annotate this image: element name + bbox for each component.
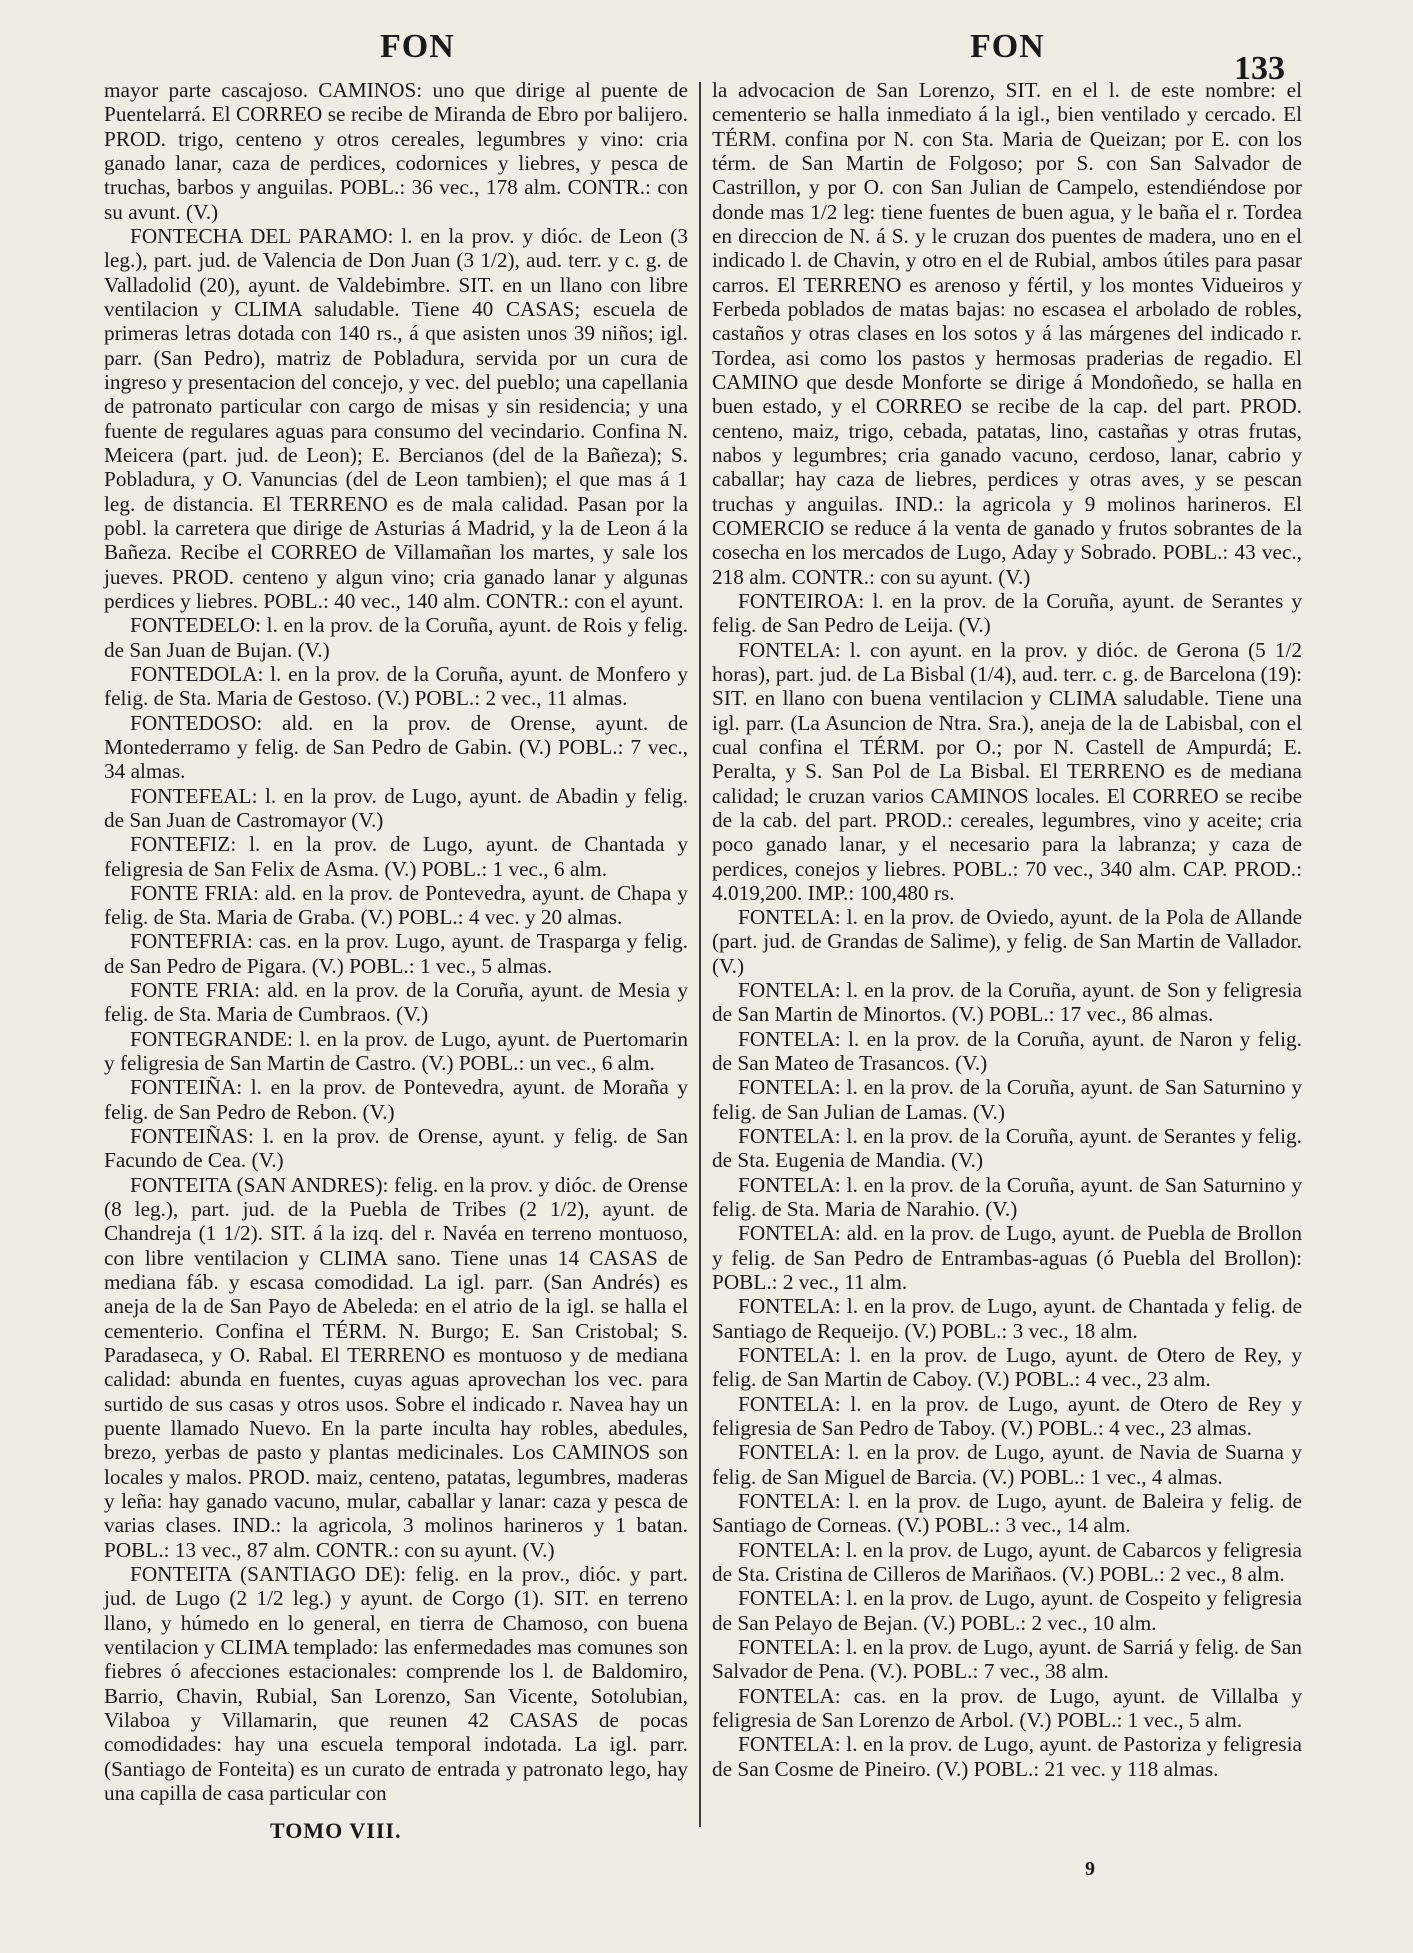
- dictionary-entry: FONTELA: l. en la prov. de Lugo, ayunt. de Cospeito y feligresia de San Pelayo de Bejan. (V.) POBL.: 2 vec., 10 alm.: [712, 1586, 1302, 1635]
- dictionary-entry: FONTEFRIA: cas. en la prov. Lugo, ayunt. de Trasparga y felig. de San Pedro de Pigara. (V.) POBL.: 1 vec., 5 almas.: [104, 929, 688, 978]
- dictionary-entry: FONTELA: l. en la prov. de Lugo, ayunt. de Cabarcos y feligresia de Sta. Cristina de Cilleros de Mariñaos. (V.) POBL.: 2 vec., 8 alm.: [712, 1537, 1302, 1587]
- running-head-left: FON: [380, 28, 455, 65]
- dictionary-entry: FONTELA: l. en la prov. de Lugo, ayunt. de Navia de Suarna y felig. de San Miguel de Barcia. (V.) POBL.: 1 vec., 4 almas.: [712, 1440, 1302, 1489]
- dictionary-entry: FONTELA: ald. en la prov. de Lugo, ayunt. de Puebla de Brollon y felig. de San Pedro de Entrambas-aguas (ó Puebla del Brollon): POBL.: 2 vec., 11 alm.: [712, 1221, 1302, 1295]
- dictionary-entry: FONTE FRIA: ald. en la prov. de la Coruña, ayunt. de Mesia y felig. de Sta. Maria de Cumbraos. (V.): [104, 978, 688, 1027]
- dictionary-entry: FONTELA: l. en la prov. de Oviedo, ayunt. de la Pola de Allande (part. jud. de Grandas de Salime), y felig. de San Martin de Vallador. (V.): [712, 905, 1302, 978]
- dictionary-entry: FONTEITA (SANTIAGO DE): felig. en la prov., dióc. y part. jud. de Lugo (2 1/2 leg.) y ayunt. de Corgo (1). SIT. en terreno llano, y húmedo en lo general, en tierra de Chamoso, con buena ventilacion y CLIMA templado: las enfermedades mas comunes son fiebres ó afecciones estacionales: comprende los l. de Baldomiro, Barrio, Chavin, Rubial, San Lorenzo, San Vicente, Sotolubian, Vilaboa y Villamarin, que reunen 42 CASAS de pocas comodidades: hay una escuela temporal indotada. La igl. parr. (Santiago de Fonteita) es un curato de entrada y patronato lego, hay una capilla de casa particular con: [104, 1562, 688, 1805]
- dictionary-entry: FONTELA: l. en la prov. de Lugo, ayunt. de Otero de Rey y feligresia de San Pedro de Taboy. (V.) POBL.: 4 vec., 23 almas.: [712, 1391, 1302, 1441]
- volume-label: TOMO VIII.: [270, 1818, 402, 1843]
- dictionary-entry: FONTEIÑAS: l. en la prov. de Orense, ayunt. y felig. de San Facundo de Cea. (V.): [104, 1124, 688, 1173]
- dictionary-entry: FONTELA: l. en la prov. de la Coruña, ayunt. de Naron y felig. de San Mateo de Trasancos. (V.): [712, 1026, 1302, 1076]
- page-number: 133: [1234, 50, 1285, 87]
- column-divider: [699, 82, 701, 1827]
- dictionary-entry: FONTEIÑA: l. en la prov. de Pontevedra, ayunt. de Moraña y felig. de San Pedro de Rebon. (V.): [104, 1075, 688, 1124]
- dictionary-entry: FONTELA: l. en la prov. de Lugo, ayunt. de Pastoriza y feligresia de San Cosme de Pineiro. (V.) POBL.: 21 vec. y 118 almas.: [712, 1732, 1302, 1781]
- dictionary-entry: FONTELA: l. en la prov. de la Coruña, ayunt. de Son y feligresia de San Martin de Minortos. (V.) POBL.: 17 vec., 86 almas.: [712, 978, 1302, 1027]
- left-column: [104, 78, 688, 1805]
- dictionary-entry: la advocacion de San Lorenzo, SIT. en el l. de este nombre: el cementerio se halla inmediato á la igl., bien ventilado y cercado. El TÉRM. confina por N. con Sta. Maria de Queizan; por E. con los térm. de San Martin de Folgoso; por S. con San Salvador de Castrillon, y por O. con San Julian de Campelo, estendiéndose por donde mas 1/2 leg: tiene fuentes de buen agua, y le baña el r. Tordea en direccion de N. á S. y le cruzan dos puentes de madera, uno en el indicado l. de Chavin, y otro en el de Rubial, ambos útiles para pasar carros. El TERRENO es arenoso y fértil, y los montes Vidueiros y Ferbeda poblados de matas bajas: no escasea el arbolado de robles, castaños y otras clases en los sotos y á las márgenes del indicado r. Tordea, asi como los pastos y hermosas praderias de regadio. El CAMINO que desde Monforte se dirige á Mondoñedo, se halla en buen estado, y el CORREO se recibe de la cap. del part. PROD. centeno, maiz, trigo, cebada, patatas, lino, castañas y otras frutas, nabos y legumbres; cria ganado vacuno, cerdoso, lanar, cabrio y caballar; hay caza de liebres, perdices y otras aves, y se pescan truchas y anguilas. IND.: la agricola y 9 molinos harineros. El COMERCIO se reduce á la venta de ganado y frutos sobrantes de la cosecha en los mercados de Lugo, Aday y Sobrado. POBL.: 43 vec., 218 alm. CONTR.: con su ayunt. (V.): [712, 78, 1302, 589]
- dictionary-entry: FONTEDELO: l. en la prov. de la Coruña, ayunt. de Rois y felig. de San Juan de Bujan. (V.): [104, 613, 688, 662]
- dictionary-entry: FONTEIROA: l. en la prov. de la Coruña, ayunt. de Serantes y felig. de San Pedro de Leija. (V.): [712, 588, 1302, 638]
- right-column: [712, 78, 1302, 1781]
- dictionary-entry: FONTEDOLA: l. en la prov. de la Coruña, ayunt. de Monfero y felig. de Sta. Maria de Gestoso. (V.) POBL.: 2 vec., 11 almas.: [104, 661, 688, 711]
- dictionary-entry: FONTEITA (SAN ANDRES): felig. en la prov. y dióc. de Orense (8 leg.), part. jud. de la Puebla de Tribes (2 1/2), ayunt. de Chandreja (1 1/2). SIT. á la izq. del r. Navéa en terreno montuoso, con libre ventilacion y CLIMA sano. Tiene unas 14 CASAS de mediana fáb. y escasa comodidad. La igl. parr. (San Andrés) es aneja de la de San Payo de Abeleda: en el atrio de la igl. se halla el cementerio. Confina el TÉRM. N. Burgo; E. San Cristobal; S. Paradaseca, y O. Rabal. El TERRENO es montuoso y de mediana calidad: abunda en fuentes, cuyas aguas aprovechan los vec. para surtido de sus casas y otros usos. Sobre el indicado r. Navea hay un puente llamado Nuevo. En la parte inculta hay robles, abedules, brezo, yerbas de pasto y plantas medicinales. Los CAMINOS son locales y malos. PROD. maiz, centeno, patatas, legumbres, maderas y leña: hay ganado vacuno, mular, caballar y lanar: caza y pesca de varias clases. IND.: la agricola, 3 molinos harineros y 1 batan. POBL.: 13 vec., 87 alm. CONTR.: con su ayunt. (V.): [104, 1172, 688, 1562]
- dictionary-entry: mayor parte cascajoso. CAMINOS: uno que dirige al puente de Puentelarrá. El CORREO se recibe de Miranda de Ebro por balijero. PROD. trigo, centeno y otros cereales, legumbres y vino: cria ganado lanar, caza de perdices, codornices y liebres, y pesca de truchas, barbos y anguilas. POBL.: 36 vec., 178 alm. CONTR.: con su avunt. (V.): [104, 78, 688, 224]
- dictionary-entry: FONTECHA DEL PARAMO: l. en la prov. y dióc. de Leon (3 leg.), part. jud. de Valencia de Don Juan (3 1/2), aud. terr. y c. g. de Valladolid (20), ayunt. de Valdebimbre. SIT. en un llano con libre ventilacion y CLIMA saludable. Tiene 40 CASAS; escuela de primeras letras dotada con 140 rs., á que asisten unos 39 niños; igl. parr. (San Pedro), matriz de Pobladura, servida por un cura de ingreso y presentacion del concejo, y vec. del pueblo; una capellania de patronato particular con cargo de misas y sin residencia; y una fuente de regulares aguas para consumo del vecindario. Confina N. Meicera (part. jud. de Leon); E. Bercianos (del de la Bañeza); S. Pobladura, y O. Vanuncias (del de Leon tambien); el que mas á 1 leg. de distancia. El TERRENO es de mala calidad. Pasan por la pobl. la carretera que dirige de Asturias á Madrid, y la de Leon á la Bañeza. Recibe el CORREO de Villamañan los martes, y sale los jueves. PROD. centeno y algun vino; cria ganado lanar y algunas perdices y liebres. POBL.: 40 vec., 140 alm. CONTR.: con el ayunt.: [104, 223, 688, 613]
- running-head-right: FON: [970, 28, 1045, 65]
- dictionary-entry: FONTELA: l. en la prov. de la Coruña, ayunt. de San Saturnino y felig. de Sta. Maria de Narahio. (V.): [712, 1172, 1302, 1222]
- dictionary-entry: FONTELA: cas. en la prov. de Lugo, ayunt. de Villalba y feligresia de San Lorenzo de Arbol. (V.) POBL.: 1 vec., 5 alm.: [712, 1683, 1302, 1732]
- dictionary-entry: FONTELA: l. en la prov. de Lugo, ayunt. de Baleira y felig. de Santiago de Corneas. (V.) POBL.: 3 vec., 14 alm.: [712, 1489, 1302, 1538]
- dictionary-entry: FONTELA: l. en la prov. de Lugo, ayunt. de Sarriá y felig. de San Salvador de Pena. (V.). POBL.: 7 vec., 38 alm.: [712, 1635, 1302, 1684]
- dictionary-entry: FONTEFEAL: l. en la prov. de Lugo, ayunt. de Abadin y felig. de San Juan de Castromayor (V.): [104, 783, 688, 832]
- dictionary-entry: FONTEDOSO: ald. en la prov. de Orense, ayunt. de Montederramo y felig. de San Pedro de Gabin. (V.) POBL.: 7 vec., 34 almas.: [104, 710, 688, 784]
- dictionary-entry: FONTELA: l. en la prov. de la Coruña, ayunt. de San Saturnino y felig. de San Julian de Lamas. (V.): [712, 1075, 1302, 1124]
- signature-mark: 9: [1085, 1858, 1095, 1880]
- dictionary-entry: FONTELA: l. en la prov. de Lugo, ayunt. de Otero de Rey, y felig. de San Martin de Caboy. (V.) POBL.: 4 vec., 23 alm.: [712, 1343, 1302, 1392]
- dictionary-entry: FONTELA: l. en la prov. de Lugo, ayunt. de Chantada y felig. de Santiago de Requeijo. (V.) POBL.: 3 vec., 18 alm.: [712, 1294, 1302, 1343]
- dictionary-entry: FONTELA: l. en la prov. de la Coruña, ayunt. de Serantes y felig. de Sta. Eugenia de Mandia. (V.): [712, 1124, 1302, 1173]
- dictionary-entry: FONTEFIZ: l. en la prov. de Lugo, ayunt. de Chantada y feligresia de San Felix de Asma. (V.) POBL.: 1 vec., 6 alm.: [104, 832, 688, 881]
- dictionary-entry: FONTE FRIA: ald. en la prov. de Pontevedra, ayunt. de Chapa y felig. de Sta. Maria de Graba. (V.) POBL.: 4 vec. y 20 almas.: [104, 880, 688, 930]
- dictionary-entry: FONTEGRANDE: l. en la prov. de Lugo, ayunt. de Puertomarin y feligresia de San Martin de Castro. (V.) POBL.: un vec., 6 alm.: [104, 1026, 688, 1076]
- dictionary-entry: FONTELA: l. con ayunt. en la prov. y dióc. de Gerona (5 1/2 horas), part. jud. de La Bisbal (1/4), aud. terr. c. g. de Barcelona (19): SIT. en llano con buena ventilacion y CLIMA saludable. Tiene una igl. parr. (La Asuncion de Ntra. Sra.), aneja de la de Labisbal, con el cual confina el TÉRM. por O.; por N. Castell de Ampurdá; E. Peralta, y S. San Pol de La Bisbal. El TERRENO es de mediana calidad; le cruzan varios CAMINOS locales. El CORREO se recibe de la cab. del part. PROD.: cereales, legumbres, vino y aceite; cria poco ganado lanar, y el necesario para la labranza; y caza de perdices, conejos y liebres. POBL.: 70 vec., 340 alm. CAP. PROD.: 4.019,200. IMP.: 100,480 rs.: [712, 637, 1302, 905]
